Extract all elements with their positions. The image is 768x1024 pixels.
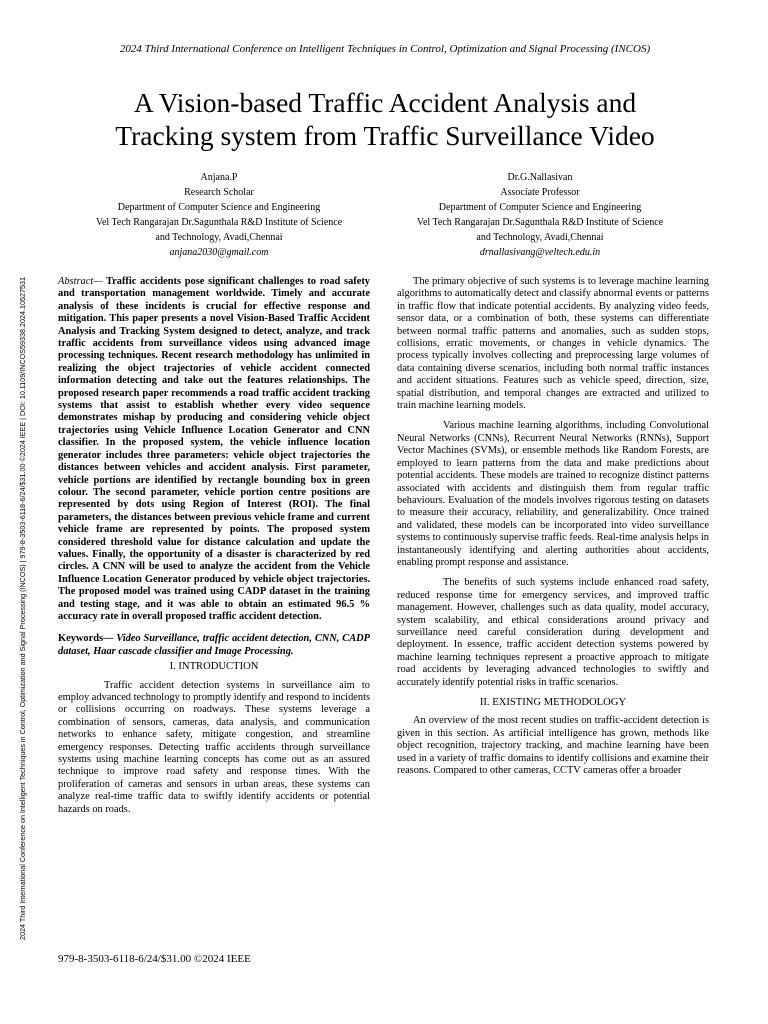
author-department: Department of Computer Science and Engineering [117,202,321,213]
author-institute: Vel Tech Rangarajan Dr.Sagunthala R&D Institute of Science [95,217,343,228]
paragraph-existing-1: An overview of the most recent studies on traffic-accident detection is given in this section. As artificial intelligence has grown, methods like object recognition, trajectory tracking, and machine learning have been used in a variety of traffic domains to identify collisions and examine their reasons. Compared to other cameras, CCTV cameras offer a broader [397,715,709,777]
author-role: Associate Professor [500,187,580,198]
title-line-2: Tracking system from Traffic Surveillance Video [115,120,655,151]
paper-title [40,86,730,152]
author-role: Research Scholar [184,187,254,198]
author-department: Department of Computer Science and Engineering [438,202,642,213]
section-heading-existing-methodology: II. EXISTING METHODOLOGY [479,697,627,708]
left-column [58,276,370,816]
right-column [397,276,709,777]
conference-header: 2024 Third International Conference on Intelligent Techniques in Control, Optimization and Signal Processing (INCOS) [119,43,651,55]
keywords-text: Video Surveillance, traffic accident detection, CNN, CADP dataset, Haar cascade classifier and Image Processing. [58,633,370,657]
author-block-2 [385,170,695,260]
author-institute-line-2: and Technology, Avadi,Chennai [155,232,283,243]
abstract [58,276,370,623]
paragraph-right-2: Various machine learning algorithms, including Convolutional Neural Networks (CNNs), Recurrent Neural Networks (RNNs), Support Vector Machines (SVMs), or ensemble methods like Random Forests, are employed to learn patterns from the data and make predictions about potential accidents. These models are trained to recognize distinct patterns associated with accidents and distinguish them from regular traffic behaviours. Evaluation of the models involves rigorous testing on datasets to measure their accuracy, reliability, and generalizability. Once trained and validated, these models can be incorporated into video surveillance systems to continuously supervise traffic feeds. Real-time analysis helps in instantaneously identifying and alerting authorities about accidents, enabling prompt response and assistance. [397,420,709,568]
title-line-1: A Vision-based Traffic Accident Analysis and [133,87,637,118]
author-institute-line-2: and Technology, Avadi,Chennai [476,232,604,243]
author-institute: Vel Tech Rangarajan Dr.Sagunthala R&D Institute of Science [416,217,664,228]
author-email[interactable]: anjana2030@gmail.com [169,247,269,258]
section-heading-introduction: I. INTRODUCTION [169,661,259,673]
abstract-text: Traffic accidents pose significant challenges to road safety and transportation management worldwide. Timely and accurate analysis of these incidents is crucial for effective response and mitigation. This paper presents a novel Vision-Based Traffic Accident Analysis and Tracking System designed to detect, analyze, and track traffic accidents from surveillance videos using advanced image processing techniques. Recent research methodology has unlimited in realizing the object trajectories of vehicle accident connected information detecting and take out the features relationships. The proposed research paper recommends a road traffic accident tracking systems that assist to establish whether every video sequence demonstrates mishap by producing and considering vehicle object trajectories using Vehicle Influence Location Generator and CNN classifier. In the proposed system, the vehicle influence location generator includes three parameters: vehicle object trajectories the distances between vehicles and accident analysis. First parameter, vehicle portions are identified by rectangle bounding box in green colour. The second parameter, vehicle portion centre positions are represented by dots using Region of Interest (ROI). The final parameters, the distances between previous vehicle frame and current vehicle frame are represented by points. The proposed system considered threshold value for distance calculation and update the values. Finally, the opportunity of a disaster is characterized by red circles. A CNN will be used to analyze the accident from the Vehicle Influence Location Generator produced by vehicle object trajectories. The proposed model was trained using CADP dataset in the training and testing stage, and it was able to obtain an estimated 96.5 % accuracy rate in overall proposed traffic accident detection. [58,276,370,622]
keywords [58,633,370,658]
author-email[interactable]: drnallasivang@veltech.edu.in [479,247,601,258]
abstract-lead: Abstract— [58,276,103,287]
paragraph-intro-1: Traffic accident detection systems in surveillance aim to employ advanced technology to promptly identify and respond to incidents or collisions occurring on roadways. These systems leverage a combination of sensors, cameras, data analysis, and communication networks to enhance safety, mitigate congestion, and streamline emergency responses. Detecting traffic accidents through surveillance systems using machine learning concepts has come out as an assured technique to improve road safety and response times. With the proliferation of cameras and sensors in urban areas, these systems can analyze real-time traffic data to swiftly identify accidents or potential hazards on roads. [58,679,370,815]
author-block-1 [64,170,374,260]
paragraph-right-3: The benefits of such systems include enhanced road safety, reduced response time for emergency services, and improved traffic management. However, challenges such as data quality, model accuracy, system scalability, and ethical considerations around privacy and surveillance need careful consideration during development and deployment. In essence, traffic accident detection systems powered by machine learning techniques represent a proactive approach to mitigate road accidents by leveraging advanced technologies to swiftly and accurately identify potential risks in traffic scenarios. [397,577,709,688]
side-citation-stamp: 2024 Third International Conference on Intelligent Techniques in Control, Optimization and Signal Processing (INCOS) | 979-8-3503-6118-6/24/$31.00 ©2024 IEEE | DOI: 10.1109/INCOS59338.2024.10527531 [18,277,27,940]
paragraph-right-1: The primary objective of such systems is to leverage machine learning algorithms to automatically detect and classify abnormal events or patterns in traffic flow that indicate potential accidents. By analyzing video feeds, sensor data, or a combination of both, these systems can differentiate between normal traffic patterns and anomalies, such as sudden stops, collisions, erratic movements, or changes in vehicle dynamics. The process typically involves collecting and preprocessing large volumes of data containing diverse scenarios, including both normal traffic instances and accident situations. Features such as vehicle speed, direction, size, spatial distribution, and temporal changes are extracted and utilized to train machine learning models. [397,276,709,412]
author-name: Dr.G.Nallasivan [507,172,573,183]
copyright-footer: 979-8-3503-6118-6/24/$31.00 ©2024 IEEE [58,953,251,965]
keywords-lead: Keywords— [58,633,114,645]
author-name: Anjana.P [200,172,238,183]
